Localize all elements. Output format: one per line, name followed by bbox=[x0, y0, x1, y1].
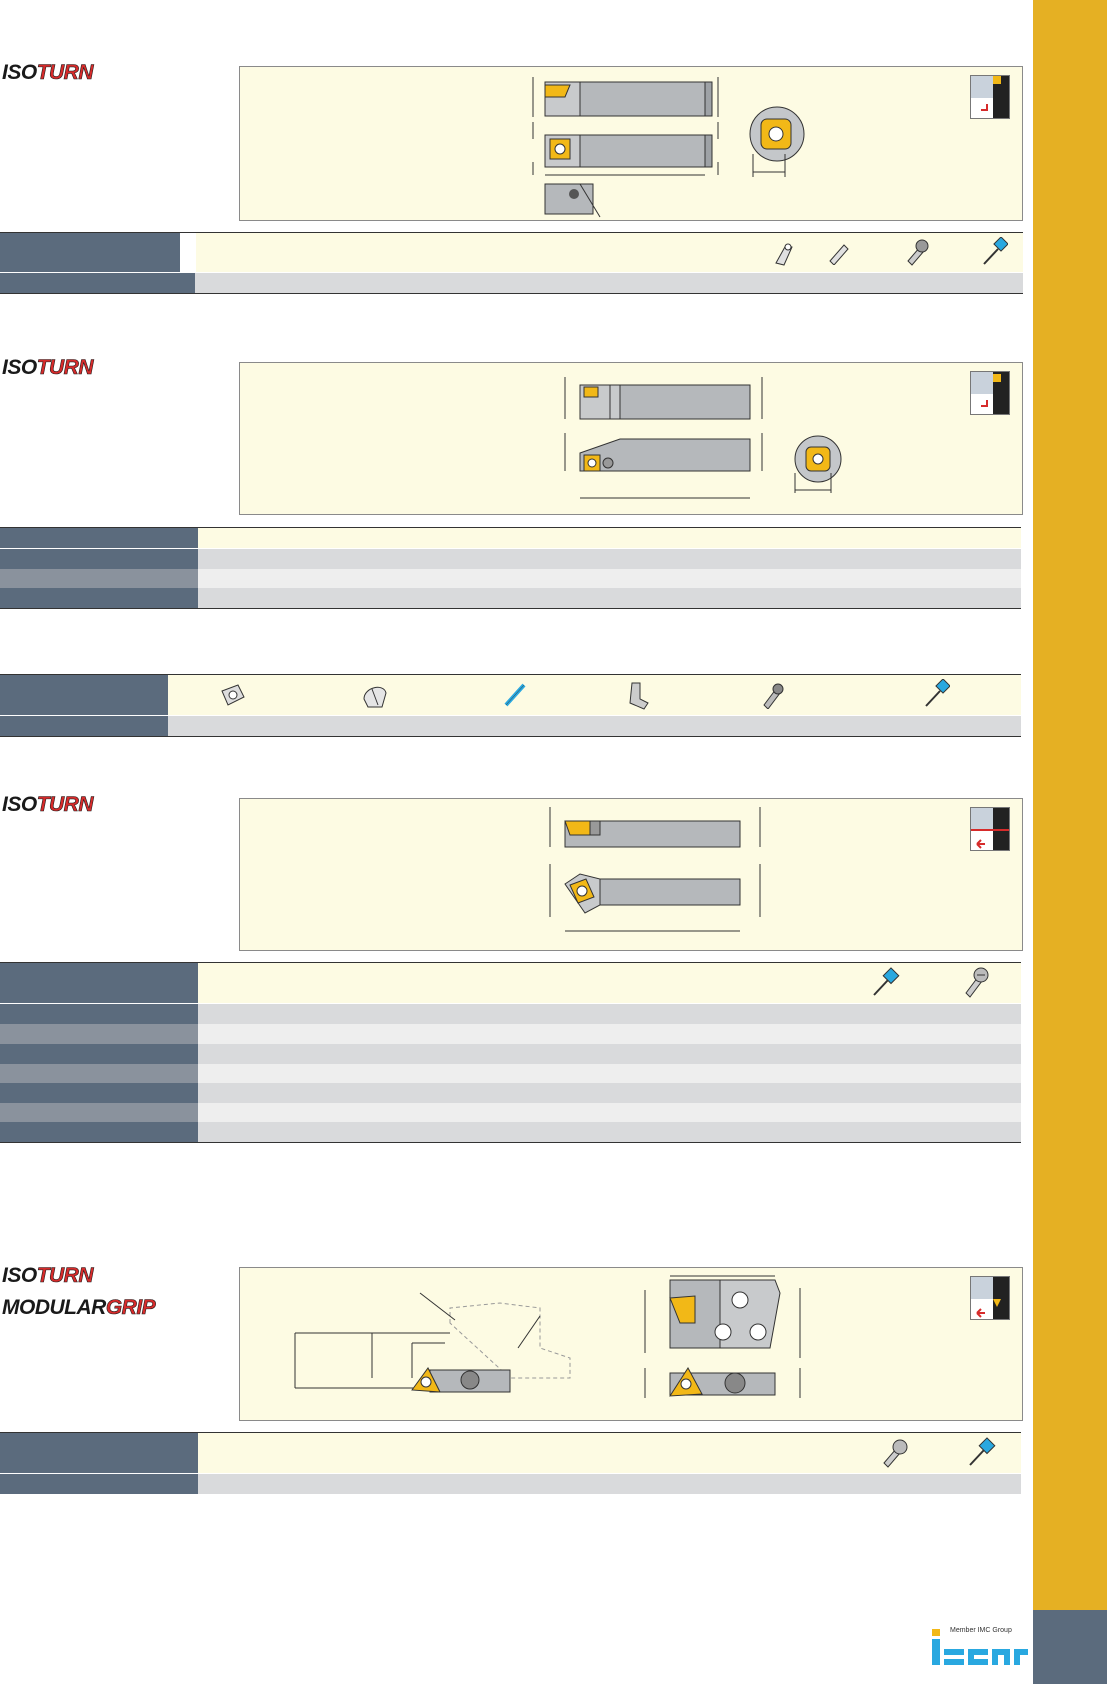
table-row bbox=[0, 1103, 1021, 1123]
table-row bbox=[0, 1064, 1021, 1084]
spec-table-4 bbox=[0, 1432, 1021, 1494]
spare-parts-table bbox=[0, 674, 1021, 737]
screw-icon bbox=[760, 681, 786, 709]
toolholder-drawing bbox=[240, 67, 1024, 222]
key-icon bbox=[870, 967, 900, 999]
table-row bbox=[0, 588, 1021, 608]
iscar-logo bbox=[930, 1625, 1030, 1673]
table-row bbox=[0, 716, 1021, 736]
pin-icon bbox=[502, 681, 528, 709]
operation-icon bbox=[970, 371, 1010, 415]
key-icon bbox=[980, 237, 1008, 267]
lever-icon bbox=[622, 679, 652, 711]
table-row bbox=[0, 1474, 1021, 1494]
modular-grip-logo: MODULARGRIP bbox=[2, 1296, 156, 1319]
spec-table-2 bbox=[0, 527, 1021, 609]
table-row bbox=[0, 1083, 1021, 1103]
table-header bbox=[0, 1433, 1021, 1473]
screw-icon bbox=[960, 965, 990, 999]
table-row bbox=[0, 569, 1021, 589]
table-row bbox=[0, 273, 1023, 293]
table-row bbox=[0, 1122, 1021, 1142]
tool-figure-1 bbox=[239, 66, 1023, 221]
table-row bbox=[0, 1044, 1021, 1064]
table-row bbox=[0, 1024, 1021, 1044]
toolholder-drawing bbox=[240, 799, 1024, 952]
tool-figure-4 bbox=[239, 1267, 1023, 1421]
operation-icon bbox=[970, 1276, 1010, 1320]
tool-figure-3 bbox=[239, 798, 1023, 951]
table-row bbox=[0, 549, 1021, 569]
clamp-sleeve-icon bbox=[358, 679, 392, 711]
operation-icon bbox=[970, 807, 1010, 851]
toolholder-drawing bbox=[240, 1268, 1024, 1422]
shim-icon bbox=[218, 681, 248, 709]
member-text: Member IMC Group bbox=[950, 1627, 1012, 1634]
key-icon bbox=[966, 1437, 996, 1469]
tool-figure-2 bbox=[239, 362, 1023, 515]
side-strip bbox=[1033, 0, 1107, 1610]
clamp-icon bbox=[768, 237, 798, 267]
screw-icon bbox=[880, 1437, 910, 1469]
operation-icon bbox=[970, 75, 1010, 119]
spec-table-1 bbox=[0, 232, 1023, 294]
spec-table-3 bbox=[0, 962, 1021, 1143]
table-header bbox=[0, 528, 1021, 548]
table-row bbox=[0, 1004, 1021, 1024]
screw-icon bbox=[902, 237, 930, 267]
pin-icon bbox=[826, 239, 852, 265]
isoturn-logo: ISOTURN bbox=[2, 61, 94, 84]
toolholder-drawing bbox=[240, 363, 1024, 516]
side-tab bbox=[1033, 1610, 1107, 1684]
table-header bbox=[0, 963, 1021, 1003]
isoturn-logo: ISOTURN bbox=[2, 356, 94, 379]
isoturn-logo: ISOTURN bbox=[2, 793, 94, 816]
key-icon bbox=[922, 679, 950, 709]
isoturn-logo: ISOTURN bbox=[2, 1264, 94, 1287]
table-header bbox=[0, 233, 1023, 272]
